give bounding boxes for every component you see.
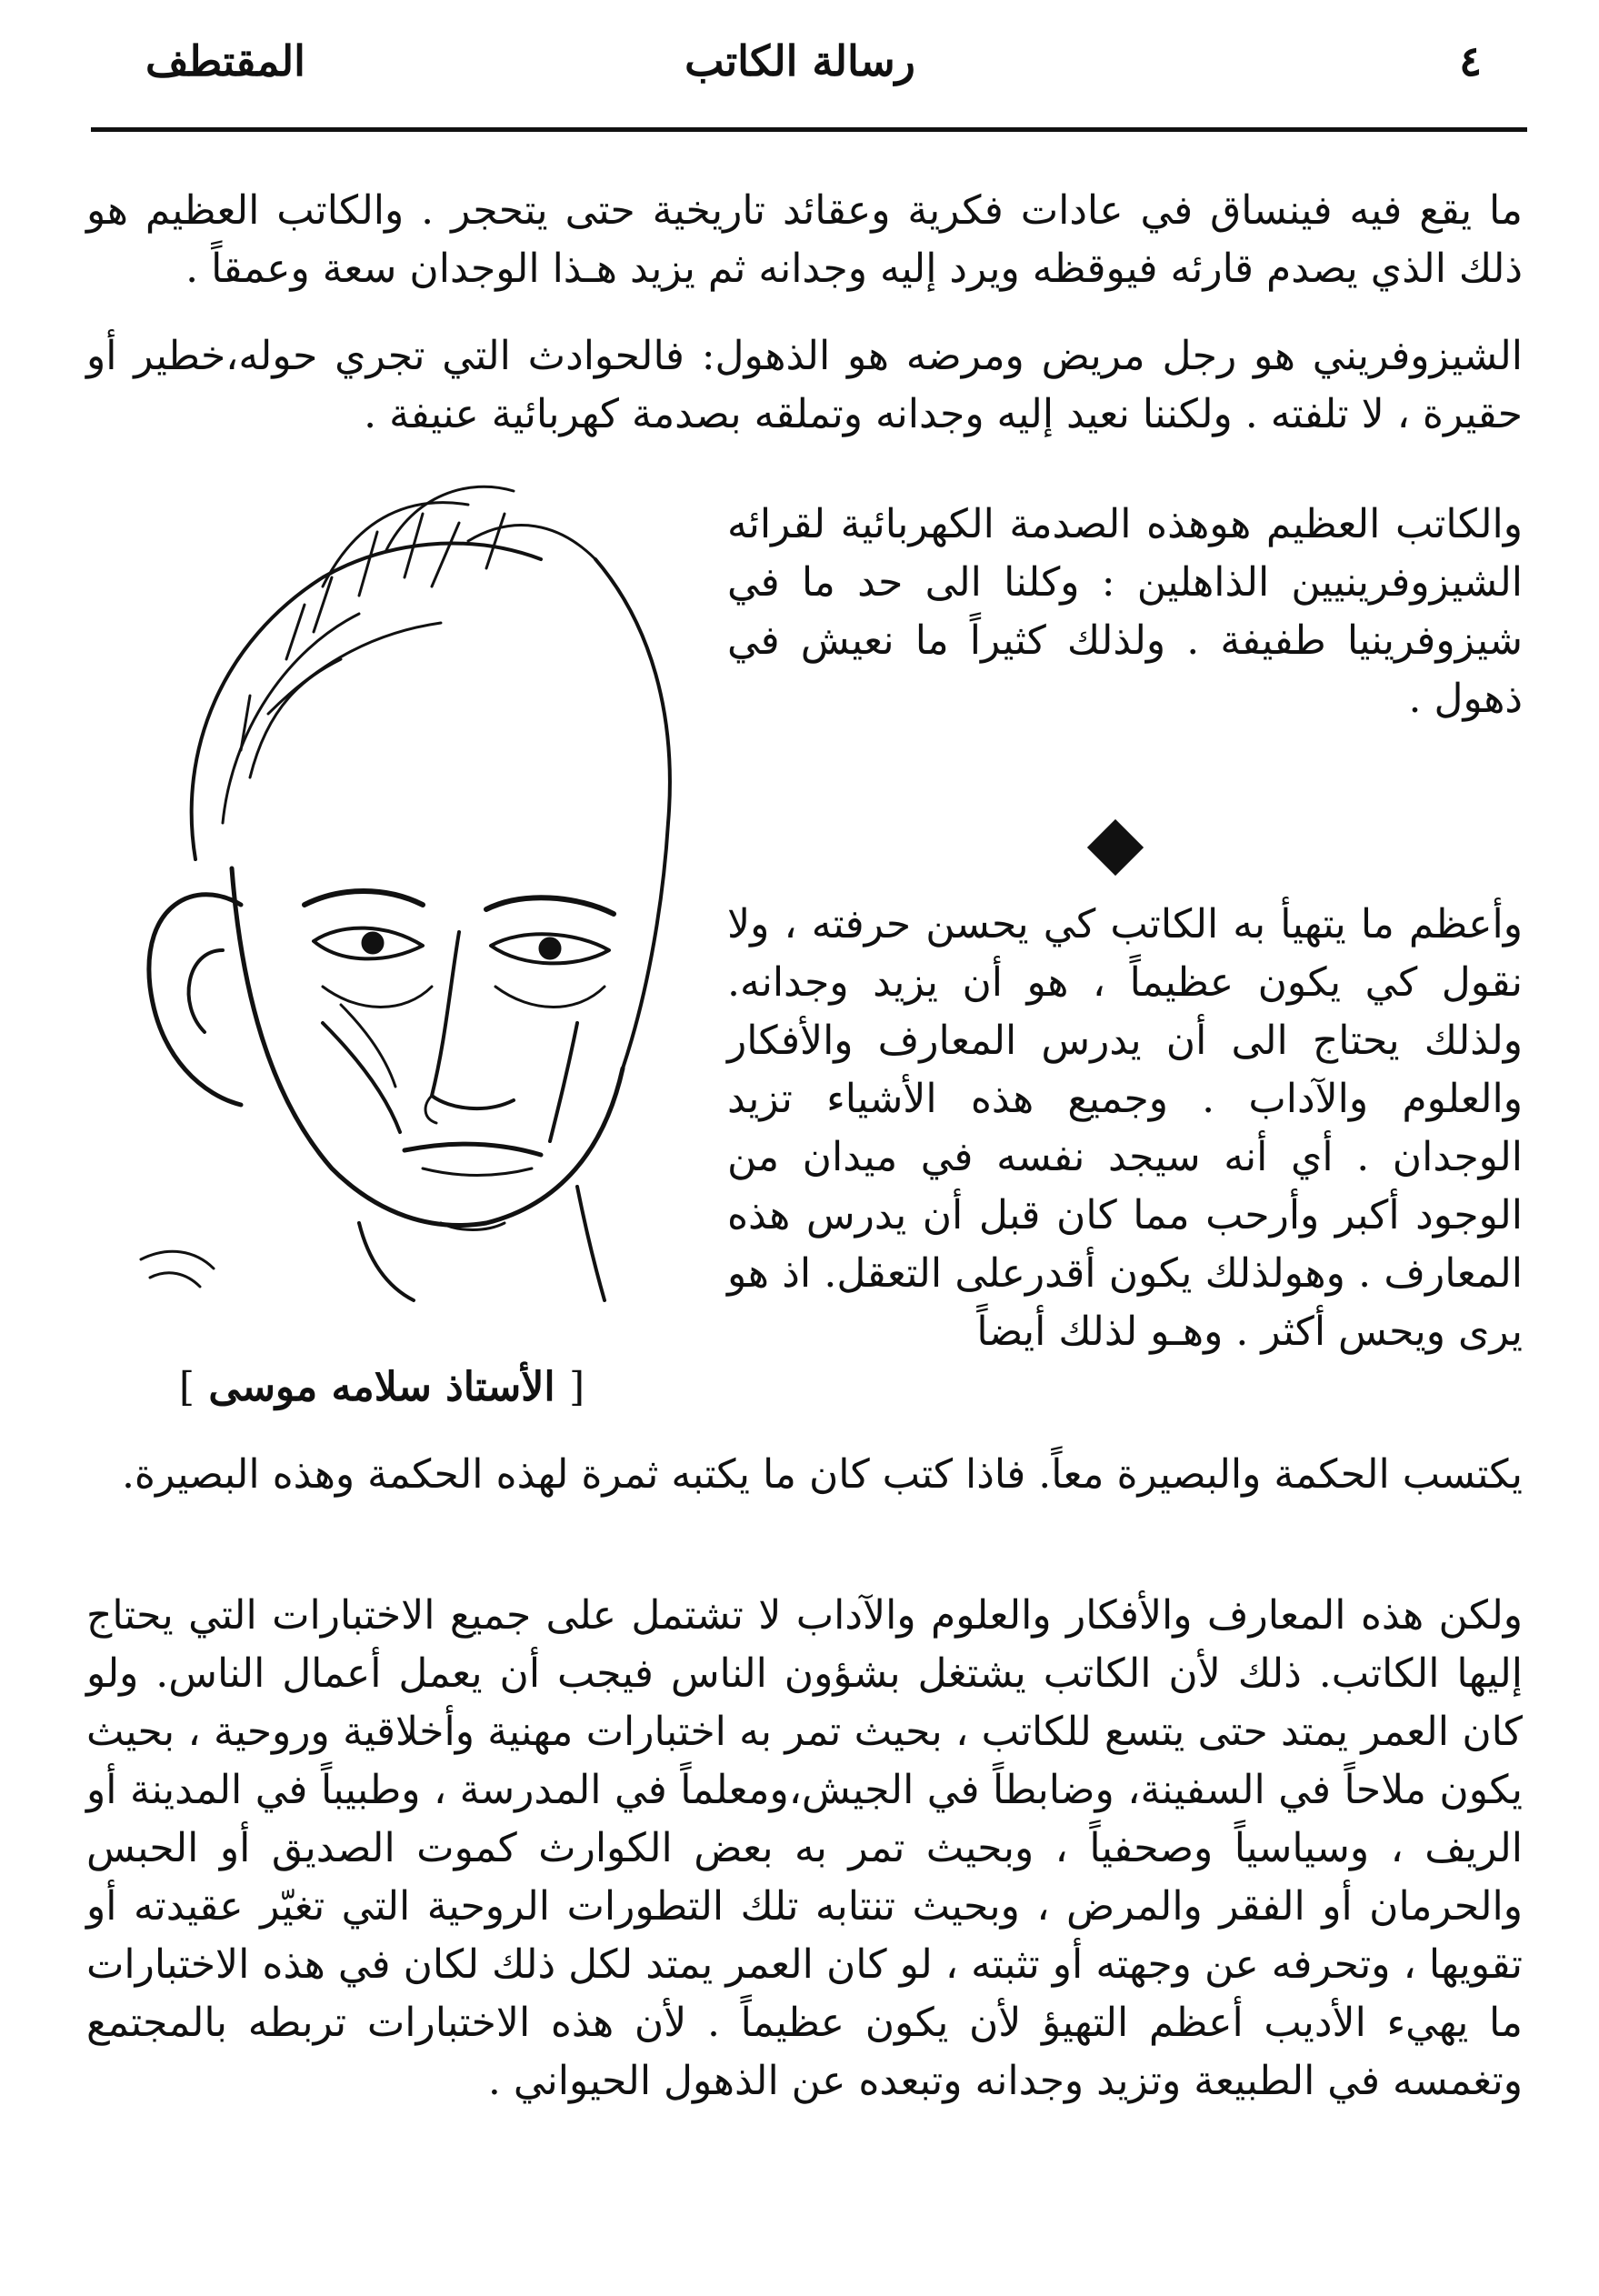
diamond-ornament-icon bbox=[1087, 819, 1144, 876]
page-number: ٤ bbox=[1459, 36, 1482, 85]
paragraph-4-continued bbox=[86, 1446, 1523, 1504]
paragraph-4-text: وأعظم ما يتهيأ به الكاتب كي يحسن حرفته ، ولا نقول كي يكون عظيماً ، هو أن يزيد وجدانه. ولذلك يحتاج الى أن يدرس المعارف والأفكار والعلوم والآداب . وجميع هذه الأشياء تزيد الوجدان . أي أنه سيجد نفسه في ميدان من الوجود أكبر وأرحب مما كان قبل أن يدرس هذه المعارف . وهولذلك يكون أقدرعلى التعقل. اذ هو يرى ويحس أكثر . وهـو لذلك أيضاً bbox=[727, 901, 1523, 1355]
paragraph-3 bbox=[727, 496, 1523, 728]
paragraph-5-text: ولكن هذه المعارف والأفكار والعلوم والآداب لا تشتمل على جميع الاختبارات التي يحتاج إليها الكاتب. ذلك لأن الكاتب يشتغل بشؤون الناس فيجب أن يعمل أعمال الناس. ولو كان العمر يمتد حتى يتسع للكاتب ، بحيث تمر به اختبارات مهنية وأخلاقية وروحية ، بحيث يكون ملاحاً في السفينة، وضابطاً في الجيش،ومعلماً في المدرسة ، وطبيباً في المدينة أو الريف ، وسياسياً وصحفياً ، وبحيث تمر به بعض الكوارث كموت الصديق أو الحبس والحرمان أو الفقر والمرض ، وبحيث تنتابه تلك التطورات الروحية التي تغيّر عقيدته أو تقويها ، وتحرفه عن وجهته أو تثبته ، لو كان العمر يمتد لكل ذلك لكان في هذه الاختبارات ما يهيء الأديب أعظم التهيؤ لأن يكون عظيماً . لأن هذه الاختبارات تربطه بالمجتمع وتغمسه في الطبيعة وتزيد وجدانه وتبعده عن الذهول الحيواني . bbox=[86, 1592, 1523, 2104]
running-head bbox=[91, 36, 1509, 100]
journal-name: المقتطف bbox=[145, 36, 305, 85]
header-rule bbox=[91, 127, 1527, 132]
portrait-sketch bbox=[86, 477, 686, 1314]
paragraph-4-end-text: يكتسب الحكمة والبصيرة معاً. فاذا كتب كان ما يكتبه ثمرة لهذه الحكمة وهذه البصيرة. bbox=[121, 1451, 1523, 1498]
paragraph-2-text: الشيزوفريني هو رجل مريض ومرضه هو الذهول: فالحوادث التي تجري حوله،خطير أو حقيرة ، لا تلفته . ولكننا نعيد إليه وجدانه وتملقه بصدمة كهربائية عنيفة . bbox=[86, 333, 1523, 437]
paragraph-3-text: والكاتب العظيم هوهذه الصدمة الكهربائية لقرائه الشيزوفرينيين الذاهلين : وكلنا الى حد ما في شيزوفرينيا طفيفة . ولذلك كثيراً ما نعيش في ذهول . bbox=[727, 501, 1523, 722]
article-title: رسالة الكاتب bbox=[685, 36, 915, 85]
paragraph-2 bbox=[86, 327, 1523, 444]
paragraph-1 bbox=[86, 182, 1523, 298]
paragraph-5 bbox=[86, 1587, 1523, 2111]
portrait-caption bbox=[145, 1364, 618, 1410]
caption-bracket-open: [ bbox=[568, 1364, 585, 1410]
caption-bracket-close: ] bbox=[178, 1364, 195, 1410]
caption-text: الأستاذ سلامه موسى bbox=[208, 1364, 555, 1410]
paragraph-1-text: ما يقع فيه فينساق في عادات فكرية وعقائد تاريخية حتى يتحجر . والكاتب العظيم هو ذلك الذي يصدم قارئه فيوقظه ويرد إليه وجدانه ثم يزيد هـذا الوجدان سعة وعمقاً . bbox=[86, 187, 1523, 292]
paragraph-4 bbox=[727, 896, 1523, 1361]
